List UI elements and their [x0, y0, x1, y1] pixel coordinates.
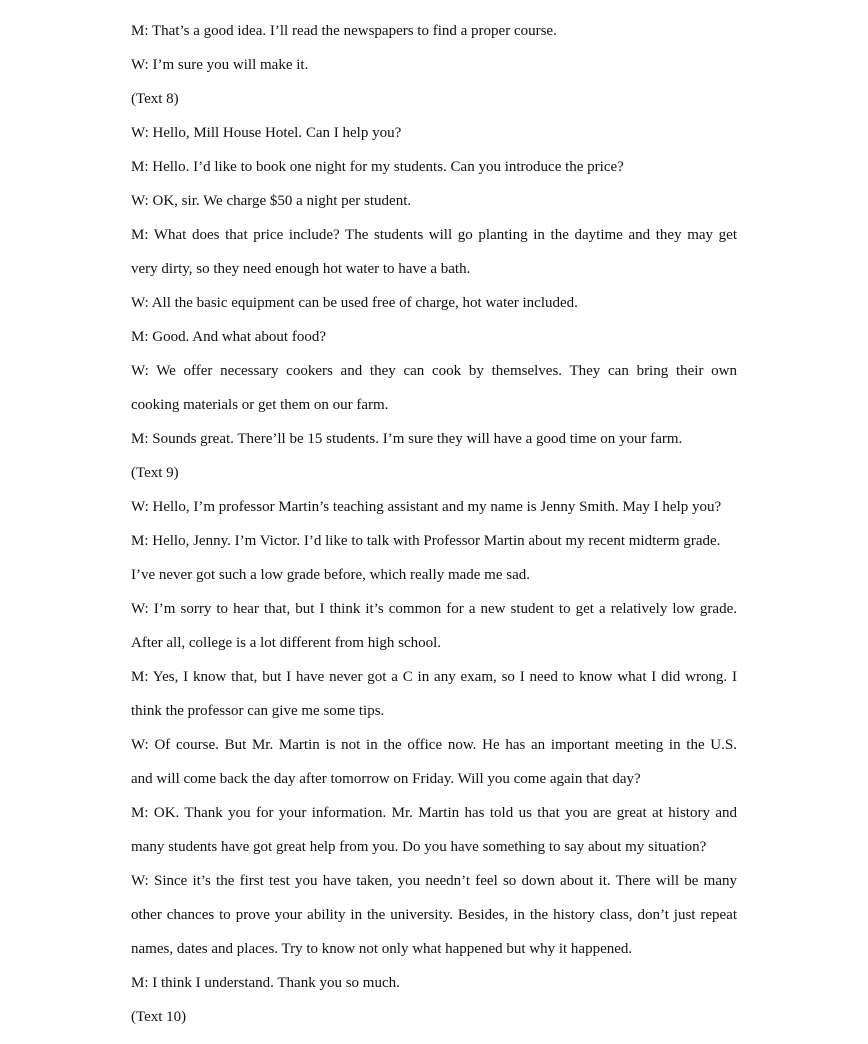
dialogue-line: M: Yes, I know that, but I have never got a C in any exam, so I need to know what I did wrong. I: [131, 669, 737, 685]
dialogue-line: M: Sounds great. There’ll be 15 students. I’m sure they will have a good time on your farm.: [131, 431, 683, 447]
dialogue-line: M: Good. And what about food?: [131, 329, 326, 345]
dialogue-line: M: OK. Thank you for your information. Mr. Martin has told us that you are great at history and: [131, 805, 737, 821]
dialogue-line: I’ve never got such a low grade before, which really made me sad.: [131, 567, 531, 583]
dialogue-line: M: What does that price include? The students will go planting in the daytime and they may get: [131, 227, 737, 243]
section-heading-text-8: (Text 8): [131, 91, 179, 107]
section-heading-text-10: (Text 10): [131, 1009, 187, 1025]
dialogue-line: W: OK, sir. We charge $50 a night per student.: [131, 193, 412, 209]
dialogue-line: names, dates and places. Try to know not only what happened but why it happened.: [131, 941, 633, 957]
dialogue-line: W: Hello, Mill House Hotel. Can I help you?: [131, 125, 402, 141]
dialogue-line: W: All the basic equipment can be used free of charge, hot water included.: [131, 295, 578, 311]
dialogue-line: very dirty, so they need enough hot water to have a bath.: [131, 261, 471, 277]
dialogue-line: M: Hello. I’d like to book one night for my students. Can you introduce the price?: [131, 159, 624, 175]
dialogue-line: W: Hello, I’m professor Martin’s teaching assistant and my name is Jenny Smith. May I help you?: [131, 499, 722, 515]
dialogue-line: M: That’s a good idea. I’ll read the newspapers to find a proper course.: [131, 23, 557, 39]
dialogue-line: think the professor can give me some tips.: [131, 703, 385, 719]
dialogue-line: W: We offer necessary cookers and they can cook by themselves. They can bring their own: [131, 363, 737, 379]
transcript-page: [131, 18, 737, 1038]
dialogue-line: other chances to prove your ability in the university. Besides, in the history class, don’t just repeat: [131, 907, 737, 923]
dialogue-line: cooking materials or get them on our farm.: [131, 397, 389, 413]
dialogue-line: W: Since it’s the first test you have taken, you needn’t feel so down about it. There will be many: [131, 873, 737, 889]
dialogue-line: and will come back the day after tomorrow on Friday. Will you come again that day?: [131, 771, 641, 787]
section-heading-text-9: (Text 9): [131, 465, 179, 481]
dialogue-line: W: I’m sure you will make it.: [131, 57, 309, 73]
dialogue-line: M: I think I understand. Thank you so much.: [131, 975, 400, 991]
dialogue-line: many students have got great help from you. Do you have something to say about my situation?: [131, 839, 707, 855]
dialogue-line: After all, college is a lot different from high school.: [131, 635, 442, 651]
dialogue-line: W: Of course. But Mr. Martin is not in the office now. He has an important meeting in the U.S.: [131, 737, 737, 753]
dialogue-line: W: I’m sorry to hear that, but I think it’s common for a new student to get a relatively low grade.: [131, 601, 737, 617]
dialogue-line: M: Hello, Jenny. I’m Victor. I’d like to talk with Professor Martin about my recent midterm grade.: [131, 533, 721, 549]
